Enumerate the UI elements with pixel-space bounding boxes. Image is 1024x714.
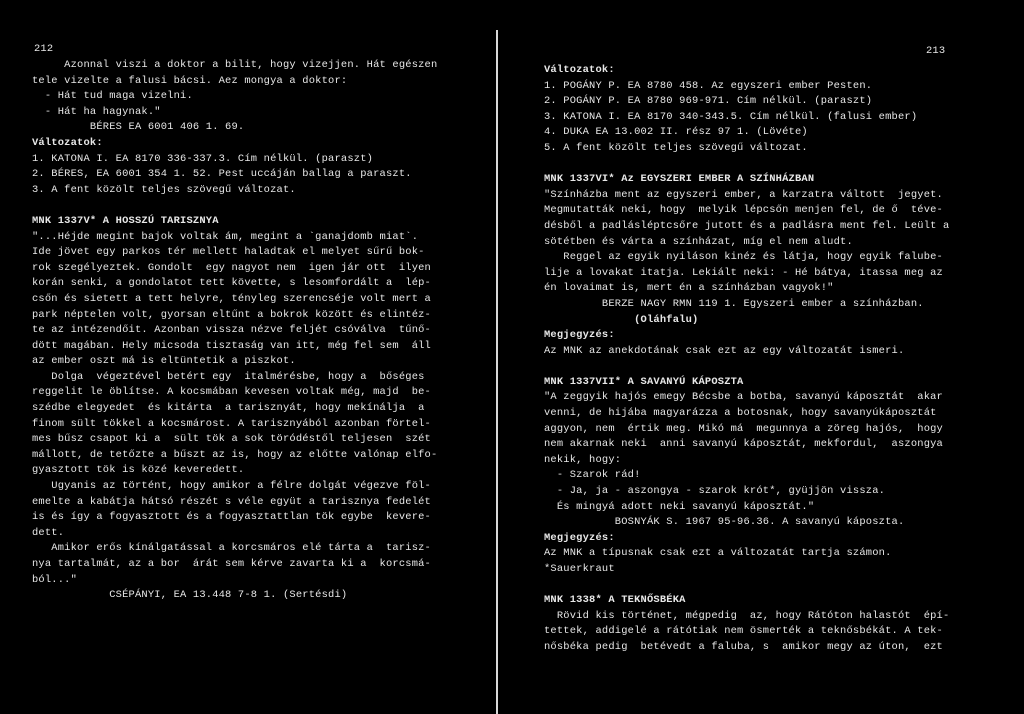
text-line bbox=[32, 198, 437, 214]
text-line: Megjegyzés: bbox=[544, 531, 615, 544]
text-line: dett. bbox=[32, 526, 65, 539]
text-line: aggyon, nem értik meg. Mikó má megunnya a zöreg hajós, hogy bbox=[544, 422, 943, 435]
text-line: mállott, de tetőzte a bűszt az is, hogy az előtte valónap elfo- bbox=[32, 448, 438, 461]
text-line: 3. A fent közölt teljes szövegű változat. bbox=[32, 183, 296, 196]
text-line: - Hát ha hagynak." bbox=[32, 105, 161, 118]
text-line: 1. KATONA I. EA 8170 336-337.3. Cím nélkül. (paraszt) bbox=[32, 152, 374, 165]
text-line: 2. BÉRES, EA 6001 354 1. 52. Pest uccáján ballag a paraszt. bbox=[32, 168, 412, 181]
text-line: Megjegyzés: bbox=[544, 329, 615, 342]
page-number-left: 212 bbox=[34, 43, 54, 55]
left-page bbox=[0, 0, 496, 714]
text-line: sötétben és várta a színházat, míg el nem aludt. bbox=[544, 235, 853, 248]
text-line: Amikor erős kínálgatással a korcsmáros elé tárta a tarisz- bbox=[32, 542, 431, 555]
text-line: És mingyá adott neki savanyú káposztát." bbox=[544, 500, 815, 513]
right-text-block bbox=[544, 63, 949, 656]
text-line: désből a padlásléptcsőre jutott és a padlásra ment fel. Leült a bbox=[544, 219, 950, 232]
text-line: lije a lovakat itatja. Lekiált neki: - Hé bátya, itassa meg az bbox=[544, 266, 943, 279]
text-line: Változatok: bbox=[544, 64, 615, 76]
text-line: csőn és sietett a tett helyre, tényleg szerencséje volt mert a bbox=[32, 292, 431, 305]
text-line: "Színházba ment az egyszeri ember, a karzatra váltott jegyet. bbox=[544, 188, 943, 201]
text-line: Reggel az egyik nyiláson kinéz és látja, hogy egyik falube- bbox=[544, 251, 943, 264]
text-line: "A zeggyik hajós emegy Bécsbe a botba, savanyú káposztát akar bbox=[544, 391, 943, 404]
text-line: - Szarok rád! bbox=[544, 469, 641, 482]
text-line: szédbe elegyedet és kitárta a tarisznyát, hogy mekínálja a bbox=[32, 402, 425, 415]
text-line: emelte a kabátja hátsó részét s véle együt a tarisznya fedelét bbox=[32, 495, 431, 508]
text-line: BÉRES EA 6001 406 1. 69. bbox=[32, 121, 245, 134]
text-line: 3. KATONA I. EA 8170 340-343.5. Cím nélkül. (falusi ember) bbox=[544, 110, 918, 123]
text-line: Változatok: bbox=[32, 136, 103, 149]
text-line: *Sauerkraut bbox=[544, 563, 615, 575]
text-line: 1. POGÁNY P. EA 8780 458. Az egyszeri ember Pesten. bbox=[544, 79, 873, 92]
text-line: nem akarnak neki anni savanyú káposztát, mekfordul, aszongya bbox=[544, 438, 943, 451]
text-line: Az MNK az anekdotának csak ezt az egy változatát ismeri. bbox=[544, 344, 905, 357]
text-line: dött magában. Hely micsoda tisztaság van itt, még fel sem áll bbox=[32, 339, 431, 352]
text-line bbox=[544, 359, 949, 375]
text-line: "...Héjde megint bajok voltak ám, megint a `ganajdomb miat`. bbox=[32, 230, 419, 243]
text-line: BERZE NAGY RMN 119 1. Egyszeri ember a színházban. bbox=[544, 297, 924, 310]
text-line: BOSNYÁK S. 1967 95-96.36. A savanyú káposzta. bbox=[544, 516, 905, 529]
text-line: is és így a fogyasztott és a fogyasztattlan tök egybe kevere- bbox=[32, 511, 431, 524]
text-line: az ember oszt má is eltüntetik a piszkot. bbox=[32, 355, 296, 368]
page-number-right: 213 bbox=[926, 45, 946, 57]
text-line: Rövid kis történet, mégpedig az, hogy Rátóton halastót épí- bbox=[544, 609, 950, 622]
text-line: 5. A fent közölt teljes szövegű változat. bbox=[544, 141, 808, 154]
text-line: rok szegélyeztek. Gondolt egy nagyot nem igen jár ott ilyen bbox=[32, 261, 431, 274]
text-line: MNK 1337VI* Az EGYSZERI EMBER A SZÍNHÁZBAN bbox=[544, 173, 815, 186]
text-line: finom sült tökkel a kocsmárost. A tarisznyából azonban förtel- bbox=[32, 417, 431, 430]
text-line: venni, de hijába magyarázza a botosnak, hogy savanyúkáposztát bbox=[544, 407, 937, 420]
text-line: gyasztott tök is közé keveredett. bbox=[32, 464, 245, 477]
text-line: CSÉPÁNYI, EA 13.448 7-8 1. (Sertésdi) bbox=[32, 589, 348, 602]
text-line: reggelit le öblítse. A kocsmában kevesen voltak még, majd be- bbox=[32, 386, 431, 399]
text-line: MNK 1337V* A HOSSZÚ TARISZNYA bbox=[32, 214, 219, 227]
text-line: tele vizelte a falusi bácsi. Aez mongya a doktor: bbox=[32, 74, 348, 87]
text-line: Azonnal viszi a doktor a bilit, hogy vizejjen. Hát egészen bbox=[32, 59, 438, 71]
text-line: (Oláhfalu) bbox=[544, 313, 699, 326]
text-line: ból..." bbox=[32, 573, 78, 586]
text-line: tettek, addigelé a rátótiak nem ösmerték a teknősbékát. A tek- bbox=[544, 625, 943, 638]
text-line: Megmutatták neki, hogy melyik lépcsőn menjen fel, de ő téve- bbox=[544, 204, 943, 217]
text-line: Az MNK a típusnak csak ezt a változatát tartja számon. bbox=[544, 547, 892, 560]
text-line bbox=[544, 578, 949, 594]
text-line: - Ja, ja - aszongya - szarok krót*, gyüjjön vissza. bbox=[544, 485, 886, 498]
text-line: nősbéka pedig betévedt a faluba, s amikor megy az úton, ezt bbox=[544, 640, 943, 653]
text-line: te az intézendőit. Azonban vissza nézve feljét csóválva tűnő- bbox=[32, 324, 431, 337]
text-line: Dolga végeztével betért egy italmérésbe, hogy a bőséges bbox=[32, 370, 425, 383]
right-page bbox=[506, 0, 1024, 714]
text-line: nekik, hogy: bbox=[544, 453, 622, 466]
text-line: én lovaimat is, mert én a színházban vagyok!" bbox=[544, 282, 834, 295]
text-line: mes bűsz csapot ki a sült tök a sok töródéstől teljesen szét bbox=[32, 433, 431, 446]
text-line: Ide jövet egy parkos tér mellett haladtak el melyet sűrű bok- bbox=[32, 246, 425, 259]
text-line: - Hát tud maga vizelni. bbox=[32, 90, 193, 103]
text-line: korán senki, a gondolatot tett követte, s lesomfordált a lép- bbox=[32, 277, 431, 290]
page-gutter bbox=[496, 30, 498, 714]
left-text-block bbox=[32, 58, 437, 604]
text-line: Ugyanis az történt, hogy amikor a félre dolgát végezve föl- bbox=[32, 480, 431, 493]
text-line: 4. DUKA EA 13.002 II. rész 97 1. (Lövéte) bbox=[544, 126, 808, 139]
text-line bbox=[544, 157, 949, 173]
text-line: nya tartalmát, az a bor árát sem kérve zavarta ki a korcsmá- bbox=[32, 558, 431, 570]
text-line: MNK 1337VII* A SAVANYÚ KÁPOSZTA bbox=[544, 375, 744, 388]
text-line: park néptelen volt, gyorsan eltűnt a bokrok között és elintéz- bbox=[32, 308, 431, 321]
text-line: MNK 1338* A TEKNŐSBÉKA bbox=[544, 594, 686, 607]
text-line: 2. POGÁNY P. EA 8780 969-971. Cím nélkül. (paraszt) bbox=[544, 95, 873, 108]
